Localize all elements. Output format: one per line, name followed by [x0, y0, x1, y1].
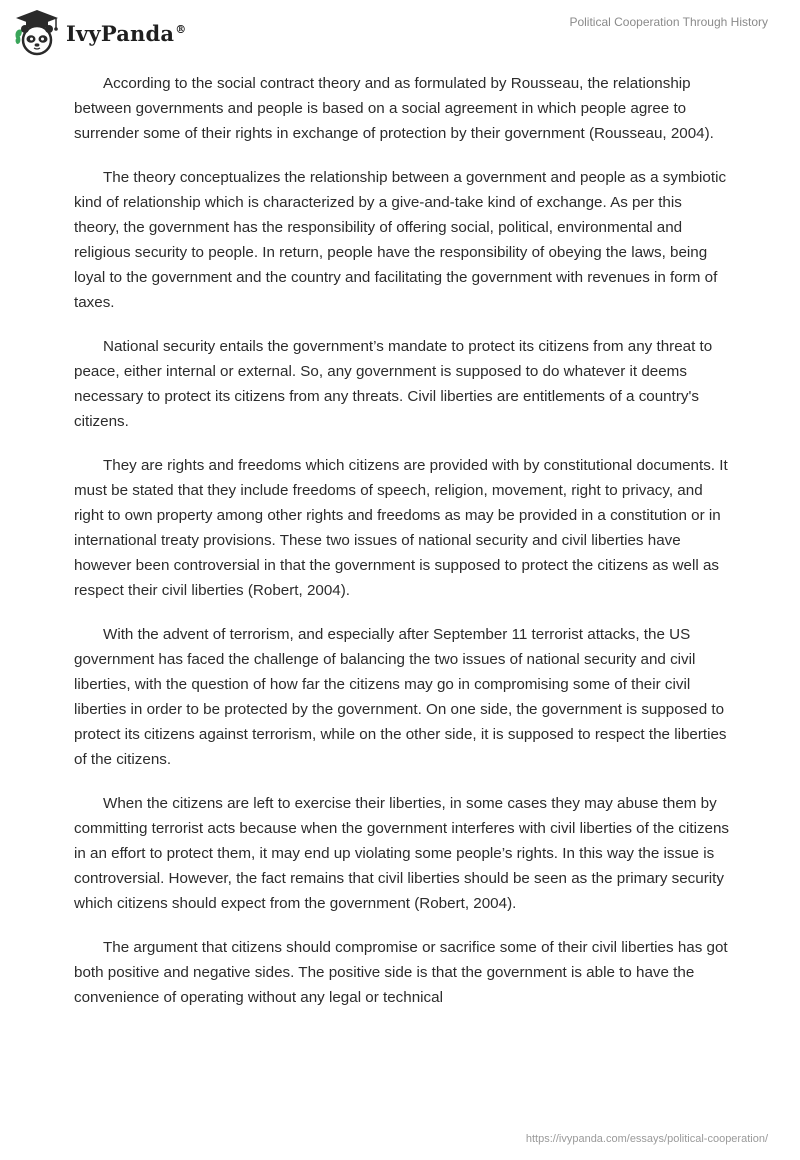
- registered-mark: ®: [175, 22, 187, 36]
- panda-logo-icon: [12, 8, 62, 56]
- paragraph-6: When the citizens are left to exercise their liberties, in some cases they may abuse them by committing terrorist acts because when the government interferes with civil liberties of the citizens in an effort to protect them, it may end up violating some people’s rights. In this way the issue is controversial. However, the fact remains that civil liberties should be seen as the primary security which citizens should expect from the government (Robert, 2004).: [74, 795, 730, 912]
- brand-logo[interactable]: [12, 8, 186, 56]
- brand-name: IvyPanda®: [66, 20, 187, 46]
- paragraph-4: They are rights and freedoms which citizens are provided with by constitutional documents. It must be stated that they include freedoms of speech, religion, movement, right to privacy, and right to own property among other rights and freedoms as may be provided in a constitution or in international treaty provisions. These two issues of national security and civil liberties have however been controversial in that the government is supposed to protect the citizens as well as respect their civil liberties (Robert, 2004).: [74, 457, 728, 599]
- paragraph-2: The theory conceptualizes the relationship between a government and people as a symbiotic kind of relationship which is characterized by a give-and-take kind of exchange. As per this theory, the government has the responsibility of offering social, political, environmental and religious security to people. In return, people have the responsibility of obeying the laws, being loyal to the government and the country and facilitating the government with revenues in form of taxes.: [74, 169, 727, 311]
- paragraph-1: According to the social contract theory and as formulated by Rousseau, the relationship between governments and people is based on a social agreement in which people agree to surrender some of their rights in exchange of protection by their government (Rousseau, 2004).: [74, 75, 714, 142]
- source-url[interactable]: https://ivypanda.com/essays/political-cooperation/: [525, 1133, 768, 1145]
- essay-body: [74, 71, 730, 1029]
- document-title: Political Cooperation Through History: [569, 15, 768, 29]
- paragraph-3: National security entails the government’s mandate to protect its citizens from any threat to peace, either internal or external. So, any government is supposed to do whatever it deems necessary to protect its citizens from any threats. Civil liberties are entitlements of a country's citizens.: [74, 338, 713, 430]
- page-header: [0, 0, 800, 60]
- paragraph-7: The argument that citizens should compromise or sacrifice some of their civil liberties has got both positive and negative sides. The positive side is that the government is able to have the convenience of operating without any legal or technical: [74, 939, 728, 1006]
- paragraph-5: With the advent of terrorism, and especially after September 11 terrorist attacks, the US government has faced the challenge of balancing the two issues of national security and civil liberties, with the question of how far the citizens may go in compromising some of their civil liberties in order to be protected by the government. On one side, the government is supposed to protect its citizens against terrorism, while on the other side, it is supposed to respect the liberties of the citizens.: [74, 626, 727, 768]
